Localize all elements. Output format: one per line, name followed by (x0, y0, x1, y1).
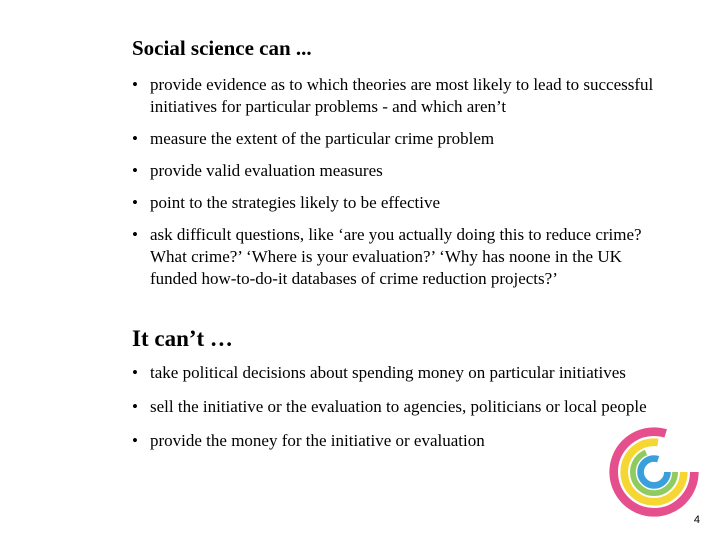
can-item-4: • point to the strategies likely to be effective (132, 192, 662, 214)
can-item-5: • ask difficult questions, like ‘are you actually doing this to reduce crime? What crime?’ ‘Where is your evaluation?’ ‘Why has noone in the UK funded how-to-do-it databases of crime reduction projects?’ (132, 224, 662, 290)
heading-it-cant: It can’t … (132, 326, 233, 351)
can-item-2: • measure the extent of the particular crime problem (132, 128, 662, 150)
spiral-logo-icon (606, 424, 702, 520)
heading-social-science-can: Social science can ... (132, 36, 312, 60)
can-item-1: • provide evidence as to which theories are most likely to lead to successful initiatives for particular problems - and which aren’t (132, 74, 662, 118)
can-item-3: • provide valid evaluation measures (132, 160, 662, 182)
cant-item-3: • provide the money for the initiative or evaluation (132, 430, 662, 452)
cant-list (132, 362, 662, 464)
can-list (132, 74, 662, 300)
cant-item-1: • take political decisions about spending money on particular initiatives (132, 362, 662, 384)
page-number: 4 (693, 514, 700, 526)
cant-item-2: • sell the initiative or the evaluation to agencies, politicians or local people (132, 396, 662, 418)
